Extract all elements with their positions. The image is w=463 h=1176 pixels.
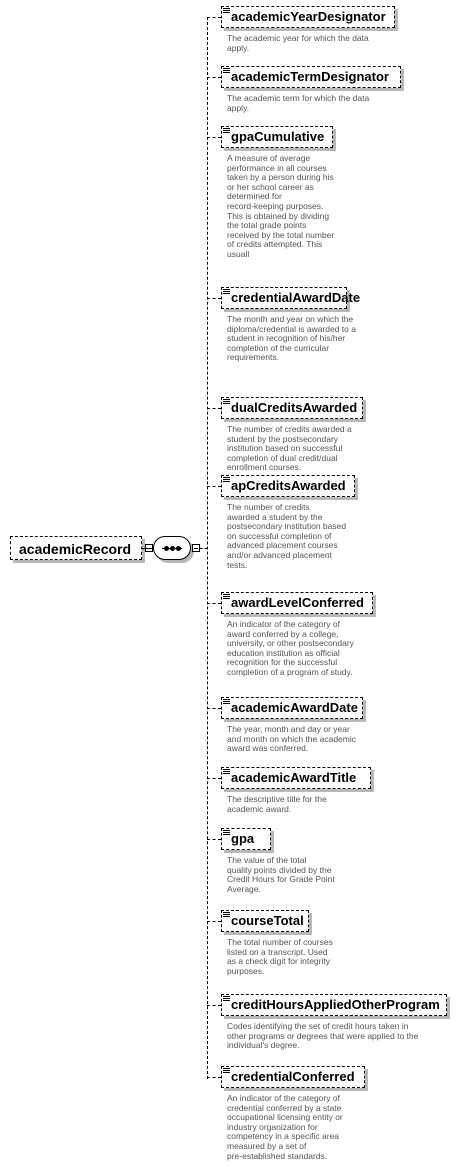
child-connector bbox=[207, 486, 221, 487]
child-element-academicYearDesignator[interactable] bbox=[221, 6, 395, 28]
child-element-label: apCreditsAwarded bbox=[231, 478, 346, 493]
description-line: The year, month and day or year bbox=[227, 724, 350, 734]
element-description bbox=[227, 154, 334, 260]
child-connector bbox=[207, 408, 221, 409]
description-line: other programs or degrees that were applied to the bbox=[227, 1030, 419, 1041]
description-line: Codes identifying the set of credit hours taken in bbox=[227, 1021, 409, 1031]
description-line: industry organization for bbox=[227, 1121, 318, 1132]
root-element-academicRecord[interactable]: academicRecord bbox=[10, 536, 142, 560]
child-connector bbox=[207, 921, 221, 922]
element-description bbox=[227, 315, 356, 363]
description-line: tests. bbox=[227, 559, 248, 570]
description-line: performance in all courses bbox=[227, 162, 327, 173]
description-line: individual's degree. bbox=[227, 1040, 300, 1051]
description-line: purposes. bbox=[227, 965, 265, 976]
children-vertical-connector bbox=[207, 17, 208, 1079]
description-line: record-keeping purposes. bbox=[227, 200, 324, 211]
element-description bbox=[227, 938, 333, 976]
description-line: completion of the curricular bbox=[227, 342, 330, 353]
element-description bbox=[227, 725, 356, 754]
description-line: The descriptive title for the bbox=[227, 794, 327, 804]
element-description bbox=[227, 94, 369, 113]
child-element-academicTermDesignator[interactable] bbox=[221, 66, 401, 88]
description-line: requirements. bbox=[227, 352, 279, 363]
child-connector bbox=[207, 1077, 221, 1078]
element-lines-icon bbox=[223, 289, 230, 295]
description-line: postsecondary institution based bbox=[227, 521, 347, 532]
description-line: on successful completion of bbox=[227, 530, 332, 541]
description-line: apply. bbox=[227, 102, 250, 113]
description-line: education institution as official bbox=[227, 647, 340, 658]
description-line: An indicator of the category of bbox=[227, 1093, 340, 1103]
sequence-connector bbox=[200, 548, 207, 549]
description-line: apply. bbox=[227, 42, 250, 53]
description-line: measured by a set of bbox=[227, 1140, 307, 1151]
child-element-creditHoursAppliedOtherProgram[interactable] bbox=[221, 994, 447, 1016]
description-line: and/or advanced placement bbox=[227, 549, 332, 560]
description-line: completion of a program of study. bbox=[227, 666, 353, 677]
description-line: Average. bbox=[227, 883, 261, 894]
element-lines-icon bbox=[223, 477, 230, 483]
description-line: recognition for the successful bbox=[227, 657, 338, 668]
child-connector bbox=[207, 839, 221, 840]
description-line: occupational licensing entity or bbox=[227, 1112, 343, 1123]
description-line: quality points divided by the bbox=[227, 864, 332, 875]
description-line: awarded a student by the bbox=[227, 511, 323, 522]
element-description bbox=[227, 1022, 418, 1051]
element-lines-icon bbox=[223, 830, 230, 836]
child-element-academicAwardDate[interactable] bbox=[221, 697, 363, 719]
child-element-label: academicAwardDate bbox=[231, 700, 358, 715]
child-element-credentialAwardDate[interactable] bbox=[221, 287, 361, 309]
description-line: determined for bbox=[227, 191, 282, 202]
element-lines-icon bbox=[223, 68, 230, 74]
child-connector bbox=[207, 298, 221, 299]
element-lines-icon bbox=[223, 128, 230, 134]
description-line: This is obtained by dividing bbox=[227, 210, 330, 221]
sequence-collapse-icon[interactable] bbox=[192, 544, 200, 552]
description-line: of credits attempted. This bbox=[227, 239, 323, 250]
description-line: The number of credits awarded a bbox=[227, 424, 352, 434]
child-element-label: creditHoursAppliedOtherProgram bbox=[231, 997, 440, 1012]
element-description bbox=[227, 795, 327, 814]
child-element-apCreditsAwarded[interactable] bbox=[221, 475, 355, 497]
child-element-label: academicTermDesignator bbox=[231, 69, 389, 84]
description-line: credential conferred by a state bbox=[227, 1102, 342, 1113]
description-line: enrollment courses. bbox=[227, 462, 302, 473]
description-line: A measure of average bbox=[227, 153, 311, 163]
child-element-credentialConferred[interactable] bbox=[221, 1066, 365, 1088]
description-line: and month on which the academic bbox=[227, 733, 356, 744]
description-line: diploma/credential is awarded to a bbox=[227, 323, 356, 334]
description-line: The value of the total bbox=[227, 855, 307, 865]
child-connector bbox=[207, 778, 221, 779]
sequence-icon bbox=[162, 548, 182, 549]
description-line: The academic term for which the data bbox=[227, 93, 370, 103]
description-line: as a check digit for integrity bbox=[227, 956, 330, 967]
element-lines-icon bbox=[223, 912, 230, 918]
root-connector bbox=[142, 548, 153, 549]
element-lines-icon bbox=[223, 1068, 230, 1074]
sequence-compositor[interactable] bbox=[153, 536, 191, 560]
child-element-label: academicYearDesignator bbox=[231, 9, 386, 24]
child-element-academicAwardTitle[interactable] bbox=[221, 767, 371, 789]
element-description bbox=[227, 620, 354, 678]
description-line: award was conferred. bbox=[227, 743, 309, 754]
child-element-courseTotal[interactable] bbox=[221, 910, 309, 932]
child-connector bbox=[207, 77, 221, 78]
child-connector bbox=[207, 137, 221, 138]
child-element-label: dualCreditsAwarded bbox=[231, 400, 358, 415]
child-element-label: courseTotal bbox=[231, 913, 304, 928]
element-lines-icon bbox=[223, 594, 230, 600]
child-connector bbox=[207, 603, 221, 604]
description-line: received by the total number bbox=[227, 229, 335, 240]
child-element-label: gpaCumulative bbox=[231, 129, 325, 144]
description-line: pre-established standards. bbox=[227, 1150, 328, 1161]
child-element-label: awardLevelConferred bbox=[231, 595, 364, 610]
description-line: competency in a specific area bbox=[227, 1131, 339, 1142]
description-line: The number of credits bbox=[227, 502, 310, 512]
child-element-dualCreditsAwarded[interactable] bbox=[221, 397, 363, 419]
element-description bbox=[227, 34, 369, 53]
element-description bbox=[227, 503, 346, 570]
description-line: usuall bbox=[227, 248, 250, 259]
element-lines-icon bbox=[223, 8, 230, 14]
child-element-label: credentialAwardDate bbox=[231, 290, 361, 305]
element-lines-icon bbox=[223, 699, 230, 705]
description-line: university, or other postsecondary bbox=[227, 638, 354, 649]
child-connector bbox=[207, 17, 221, 18]
child-element-awardLevelConferred[interactable] bbox=[221, 592, 373, 614]
description-line: student in recognition of his/her bbox=[227, 333, 346, 344]
description-line: listed on a transcript. Used bbox=[227, 946, 328, 957]
child-element-gpaCumulative[interactable] bbox=[221, 126, 333, 148]
description-line: completion of dual credit/dual bbox=[227, 452, 338, 463]
element-description bbox=[227, 856, 335, 894]
description-line: Credit Hours for Grade Point bbox=[227, 874, 335, 885]
child-element-label: credentialConferred bbox=[231, 1069, 355, 1084]
child-element-label: academicAwardTitle bbox=[231, 770, 357, 785]
description-line: The academic year for which the data bbox=[227, 33, 369, 43]
element-lines-icon bbox=[223, 769, 230, 775]
element-lines-icon bbox=[223, 996, 230, 1002]
description-line: academic award. bbox=[227, 803, 292, 814]
description-line: institution based on successful bbox=[227, 443, 343, 454]
child-connector bbox=[207, 708, 221, 709]
child-element-gpa[interactable] bbox=[221, 828, 271, 850]
description-line: award conferred by a college, bbox=[227, 628, 339, 639]
description-line: The month and year on which the bbox=[227, 314, 354, 324]
description-line: the total grade points bbox=[227, 220, 307, 231]
description-line: student by the postsecondary bbox=[227, 433, 339, 444]
element-lines-icon bbox=[223, 399, 230, 405]
description-line: The total number of courses bbox=[227, 937, 333, 947]
child-connector bbox=[207, 1005, 221, 1006]
description-line: or her school career as bbox=[227, 181, 314, 192]
element-description bbox=[227, 425, 352, 473]
description-line: taken by a person during his bbox=[227, 172, 334, 183]
description-line: advanced placement courses bbox=[227, 540, 338, 551]
element-description bbox=[227, 1094, 343, 1161]
description-line: An indicator of the category of bbox=[227, 619, 340, 629]
child-element-label: gpa bbox=[231, 831, 255, 846]
